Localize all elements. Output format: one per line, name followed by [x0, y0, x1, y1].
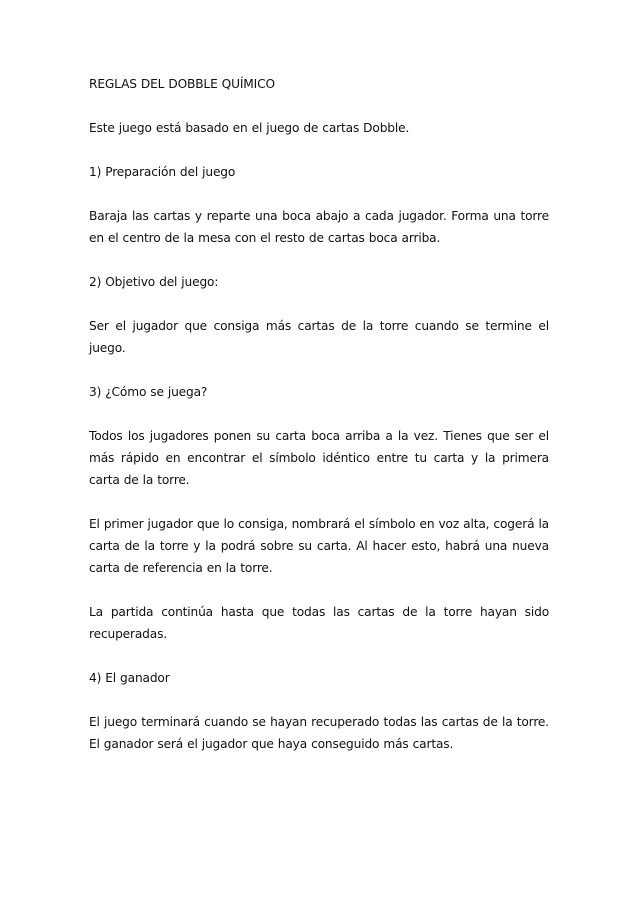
- section-paragraph: El juego terminará cuando se hayan recuperado todas las cartas de la torre. El ganador será el jugador que haya conseguido más cartas.: [89, 715, 549, 751]
- intro-text: Este juego está basado en el juego de cartas Dobble.: [89, 121, 410, 135]
- section-paragraph: Baraja las cartas y reparte una boca abajo a cada jugador. Forma una torre en el centro de la mesa con el resto de cartas boca arriba.: [89, 209, 549, 245]
- section-paragraph: Todos los jugadores ponen su carta boca arriba a la vez. Tienes que ser el más rápido en encontrar el símbolo idéntico entre tu carta y la primera carta de la torre.: [89, 429, 549, 487]
- document-page: [89, 73, 549, 755]
- section-heading-objective: 2) Objetivo del juego:: [89, 275, 219, 289]
- document-title: REGLAS DEL DOBBLE QUÍMICO: [89, 77, 275, 91]
- section-heading-how-to-play: 3) ¿Cómo se juega?: [89, 385, 208, 399]
- section-heading-preparation: 1) Preparación del juego: [89, 165, 236, 179]
- section-heading-winner: 4) El ganador: [89, 671, 170, 685]
- section-paragraph: La partida continúa hasta que todas las cartas de la torre hayan sido recuperadas.: [89, 605, 549, 641]
- section-paragraph: El primer jugador que lo consiga, nombrará el símbolo en voz alta, cogerá la carta de la torre y la podrá sobre su carta. Al hacer esto, habrá una nueva carta de referencia en la torre.: [89, 517, 549, 575]
- section-paragraph: Ser el jugador que consiga más cartas de la torre cuando se termine el juego.: [89, 319, 549, 355]
